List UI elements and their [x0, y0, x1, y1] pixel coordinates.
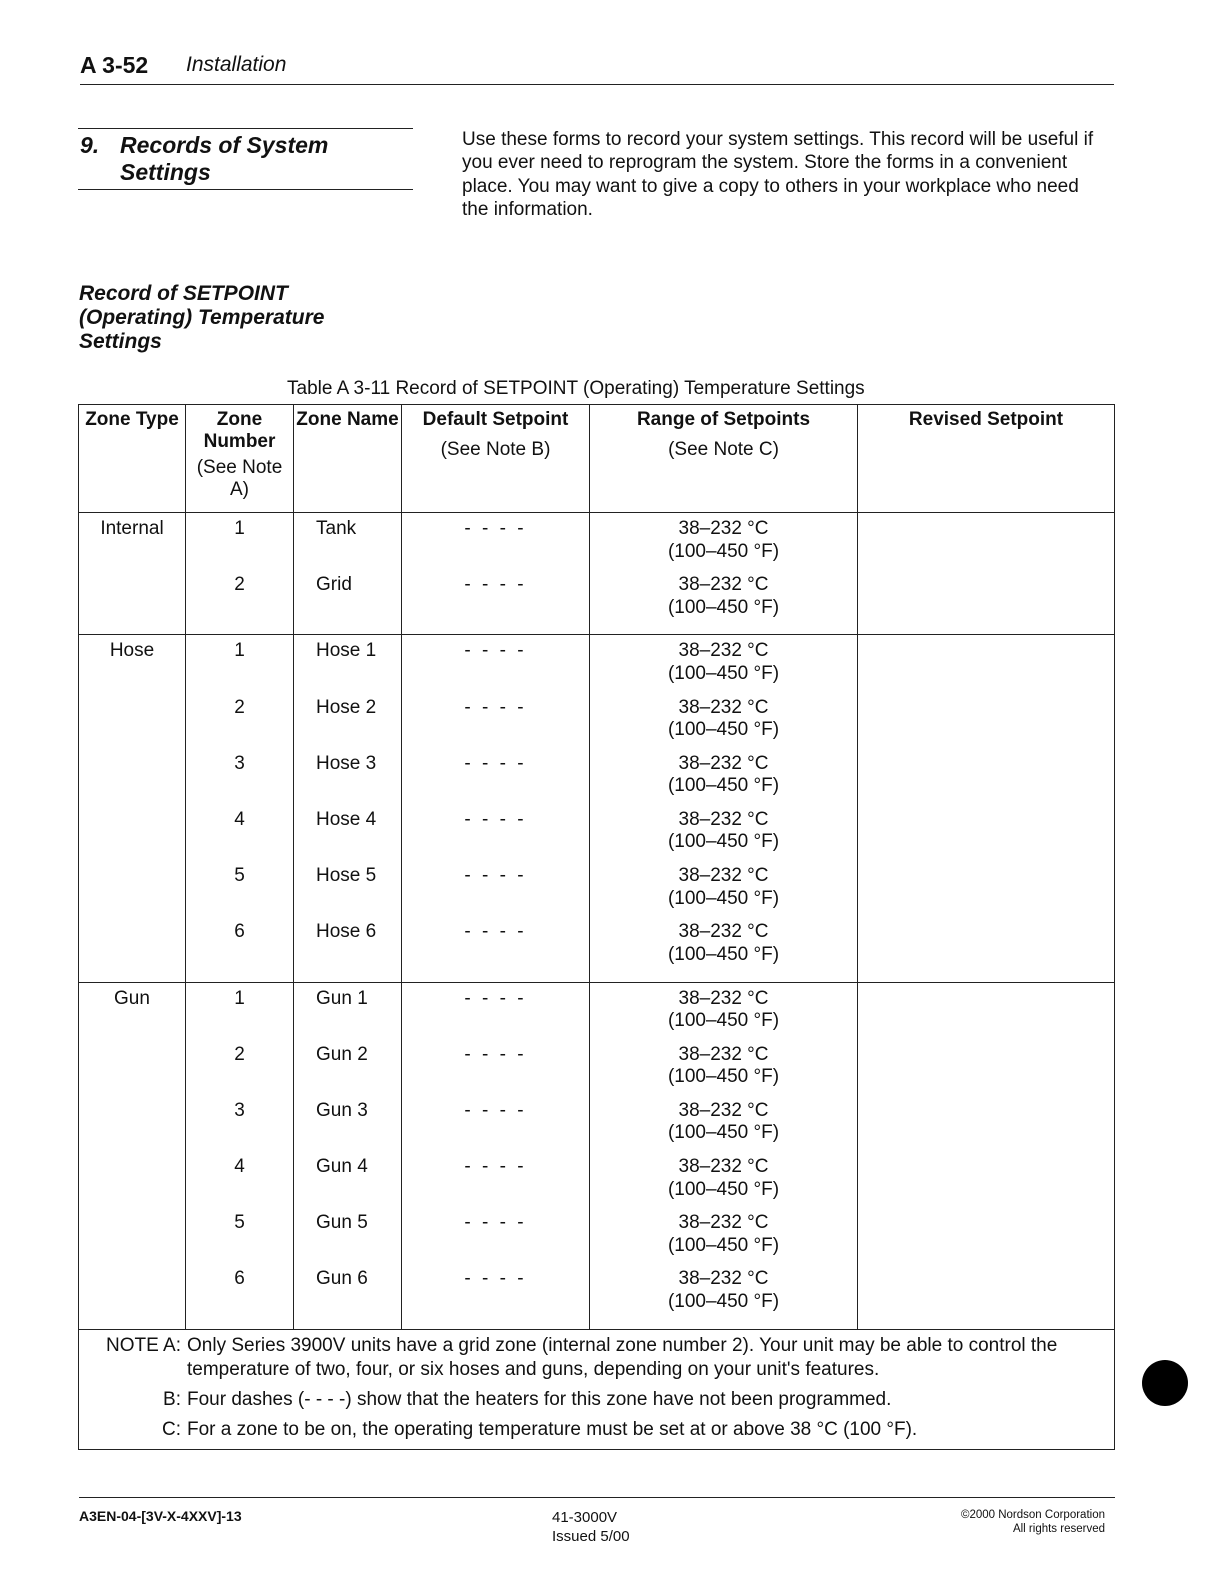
range-fahrenheit: (100–450 °F): [667, 831, 780, 853]
default-setpoint: - - - -: [464, 921, 527, 943]
setpoint-range: [590, 1044, 857, 1100]
zone-type-cell: Gun: [79, 982, 186, 1329]
zone-number: 2: [234, 1043, 245, 1065]
default-setpoint: - - - -: [464, 865, 527, 887]
zone-group-row: [79, 982, 1115, 1329]
table-notes: [79, 1329, 1115, 1449]
zone-group-row: [79, 635, 1115, 982]
doc-code: A3EN-04-[3V-X-4XXV]-13: [79, 1508, 242, 1524]
range-fahrenheit: (100–450 °F): [667, 540, 780, 562]
revised-setpoint-column[interactable]: [858, 635, 1115, 982]
note-text: Only Series 3900V units have a grid zone (internal zone number 2). Your unit may be able to control the temperature of two, four, or six hoses and guns, depending on your unit's features.: [187, 1334, 1058, 1380]
section-name: Installation: [186, 53, 287, 76]
range-fahrenheit: (100–450 °F): [667, 1122, 780, 1144]
header-zone-number: Zone Number (See Note A): [186, 405, 294, 513]
binder-hole: [1142, 1360, 1188, 1406]
default-setpoint: - - - -: [464, 640, 527, 662]
zone-number: 3: [234, 1099, 245, 1121]
zone-name-column: [294, 513, 402, 635]
note-label: B:: [163, 1388, 181, 1410]
zone-name-column: [294, 982, 402, 1329]
header-default-setpoint: Default Setpoint (See Note B): [402, 405, 590, 513]
zone-number: 1: [234, 640, 245, 662]
setpoint-range: [590, 865, 857, 921]
zone-name: Hose 4: [316, 808, 377, 830]
zone-number-column: [186, 635, 294, 982]
zone-type-cell: Internal: [79, 513, 186, 635]
zone-number-column: [186, 513, 294, 635]
setpoint-range: [590, 1100, 857, 1156]
note-item: [85, 1388, 1108, 1412]
default-setpoint: - - - -: [464, 1268, 527, 1290]
zone-number: 1: [234, 987, 245, 1009]
zone-name: Gun 4: [316, 1156, 368, 1178]
default-setpoint: - - - -: [464, 1156, 527, 1178]
header-revised-setpoint: Revised Setpoint: [858, 405, 1115, 513]
setpoint-range: [590, 921, 857, 977]
range-celsius: 38–232 °C: [678, 1156, 769, 1178]
range-fahrenheit: (100–450 °F): [667, 596, 780, 618]
note-label: NOTE A:: [106, 1334, 181, 1356]
range-celsius: 38–232 °C: [678, 696, 769, 718]
range-celsius: 38–232 °C: [678, 1043, 769, 1065]
range-column: [590, 635, 858, 982]
footer-center: [552, 1508, 630, 1546]
page-header: [80, 50, 1114, 85]
default-setpoint: - - - -: [464, 987, 527, 1009]
range-fahrenheit: (100–450 °F): [667, 662, 780, 684]
setpoint-range: [590, 809, 857, 865]
zone-name: Hose 3: [316, 752, 377, 774]
revised-setpoint-column[interactable]: [858, 513, 1115, 635]
section-number: 9.: [80, 132, 100, 158]
zone-name: Gun 2: [316, 1043, 368, 1065]
setpoint-range: [590, 518, 857, 574]
zone-number: 2: [234, 574, 245, 596]
setpoint-range: [590, 753, 857, 809]
range-celsius: 38–232 °C: [678, 1212, 769, 1234]
zone-number: 4: [234, 1156, 245, 1178]
note-text: For a zone to be on, the operating temperature must be set at or above 38 °C (100 °F).: [187, 1418, 918, 1440]
range-celsius: 38–232 °C: [678, 808, 769, 830]
range-fahrenheit: (100–450 °F): [667, 1010, 780, 1031]
default-setpoint: - - - -: [464, 808, 527, 830]
range-celsius: 38–232 °C: [678, 574, 769, 596]
default-setpoint: - - - -: [464, 752, 527, 774]
note-text: Four dashes (- - - -) show that the heaters for this zone have not been programmed.: [187, 1388, 892, 1410]
default-setpoint: - - - -: [464, 518, 527, 539]
default-setpoint-column: [402, 635, 590, 982]
range-fahrenheit: (100–450 °F): [667, 719, 780, 741]
setpoint-range: [590, 988, 857, 1044]
setpoint-table: [78, 404, 1115, 1450]
range-celsius: 38–232 °C: [678, 1099, 769, 1121]
zone-number: 5: [234, 1212, 245, 1234]
range-celsius: 38–232 °C: [678, 921, 769, 943]
range-column: [590, 513, 858, 635]
range-column: [590, 982, 858, 1329]
range-celsius: 38–232 °C: [678, 752, 769, 774]
zone-name: Gun 3: [316, 1099, 368, 1121]
zone-number: 6: [234, 921, 245, 943]
setpoint-range: [590, 697, 857, 753]
setpoint-range: [590, 574, 857, 630]
footer-copyright: [961, 1508, 1105, 1536]
note-item: [85, 1418, 1108, 1442]
header-zone-name: Zone Name: [294, 405, 402, 513]
setpoint-range: [590, 640, 857, 696]
setpoint-range: [590, 1156, 857, 1212]
header-zone-type: Zone Type: [79, 405, 186, 513]
table-caption: Table A 3-11 Record of SETPOINT (Operating) Temperature Settings: [287, 378, 865, 399]
range-celsius: 38–232 °C: [678, 518, 769, 539]
range-fahrenheit: (100–450 °F): [667, 775, 780, 797]
zone-number: 6: [234, 1268, 245, 1290]
rights: All rights reserved: [1012, 1523, 1105, 1535]
zone-number: 3: [234, 752, 245, 774]
setpoint-range: [590, 1268, 857, 1324]
default-setpoint: - - - -: [464, 574, 527, 596]
revised-setpoint-column[interactable]: [858, 982, 1115, 1329]
range-fahrenheit: (100–450 °F): [667, 1234, 780, 1256]
page-number: A 3-52: [80, 52, 149, 78]
issue-date: Issued 5/00: [552, 1528, 630, 1545]
subheading: Record of SETPOINT (Operating) Temperature Settings: [79, 282, 325, 353]
copyright: ©2000 Nordson Corporation: [960, 1509, 1105, 1521]
range-celsius: 38–232 °C: [678, 865, 769, 887]
zone-name: Hose 6: [316, 921, 377, 943]
zone-name: Hose 2: [316, 696, 377, 718]
range-fahrenheit: (100–450 °F): [667, 1066, 780, 1088]
default-setpoint: - - - -: [464, 696, 527, 718]
range-celsius: 38–232 °C: [678, 987, 769, 1009]
note-label: C:: [162, 1418, 181, 1440]
header-range: Range of Setpoints (See Note C): [590, 405, 858, 513]
default-setpoint: - - - -: [464, 1212, 527, 1234]
zone-number: 4: [234, 808, 245, 830]
zone-number-column: [186, 982, 294, 1329]
note-item: [85, 1334, 1108, 1382]
zone-name: Gun 6: [316, 1268, 368, 1290]
range-fahrenheit: (100–450 °F): [667, 887, 780, 909]
zone-name: Gun 1: [316, 987, 368, 1009]
range-fahrenheit: (100–450 °F): [667, 943, 780, 965]
notes-row: [79, 1329, 1115, 1449]
default-setpoint-column: [402, 513, 590, 635]
default-setpoint: - - - -: [464, 1043, 527, 1065]
section-title: Records of System Settings: [120, 132, 329, 185]
zone-group-row: [79, 513, 1115, 635]
section-heading: [78, 128, 413, 190]
range-fahrenheit: (100–450 °F): [667, 1178, 780, 1200]
zone-number: 5: [234, 865, 245, 887]
intro-paragraph: Use these forms to record your system settings. This record will be useful if you ever need to reprogram the system. Store the forms in a convenient place. You may want to give a copy to others in your workplace who need the information.: [462, 129, 1094, 220]
range-fahrenheit: (100–450 °F): [667, 1290, 780, 1312]
part-number: 41-3000V: [552, 1509, 618, 1526]
range-celsius: 38–232 °C: [678, 640, 769, 662]
default-setpoint-column: [402, 982, 590, 1329]
zone-name: Grid: [316, 574, 352, 596]
range-celsius: 38–232 °C: [678, 1268, 769, 1290]
zone-name: Hose 1: [316, 640, 377, 662]
zone-name: Tank: [316, 518, 357, 539]
default-setpoint: - - - -: [464, 1099, 527, 1121]
zone-name-column: [294, 635, 402, 982]
setpoint-range: [590, 1212, 857, 1268]
zone-name: Hose 5: [316, 865, 377, 887]
zone-number: 1: [234, 518, 245, 539]
page-footer: [79, 1497, 1115, 1548]
zone-number: 2: [234, 696, 245, 718]
zone-type-cell: Hose: [79, 635, 186, 982]
zone-name: Gun 5: [316, 1212, 368, 1234]
table-header-row: [79, 405, 1115, 513]
